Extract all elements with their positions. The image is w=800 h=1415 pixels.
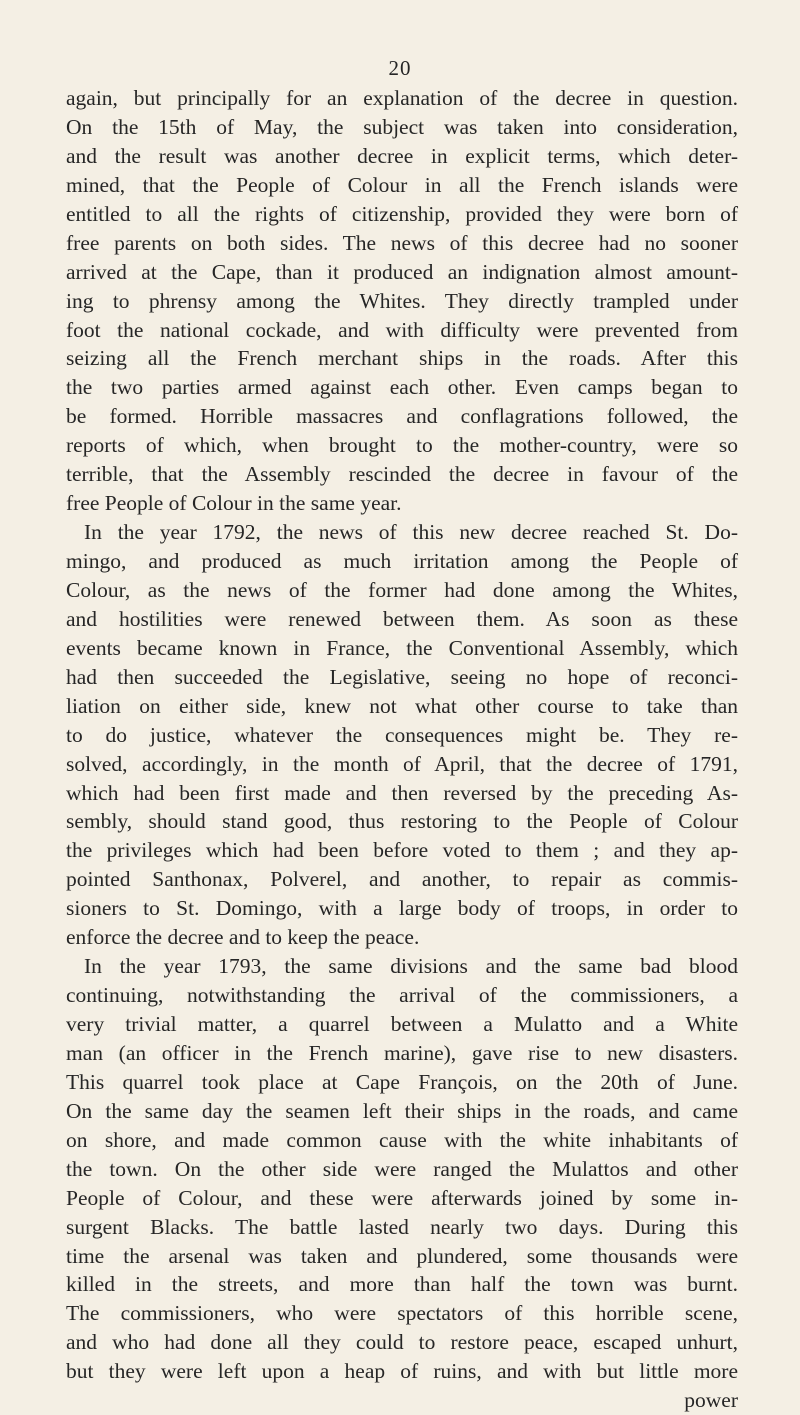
text-line: sioners to St. Domingo, with a large body of troops, in order to bbox=[66, 896, 738, 921]
text-line: and the result was another decree in explicit terms, which deter- bbox=[66, 143, 738, 168]
text-line: seizing all the French merchant ships in the roads. After this bbox=[66, 346, 738, 371]
text-line: In the year 1792, the news of this new decree reached St. Do- bbox=[84, 520, 738, 545]
text-line: reports of which, when brought to the mother-country, were so bbox=[66, 433, 738, 458]
text-line: ing to phrensy among the Whites. They directly trampled under bbox=[66, 288, 738, 313]
text-line: events became known in France, the Conventional Assembly, which bbox=[66, 635, 738, 660]
text-line: very trivial matter, a quarrel between a Mulatto and a White bbox=[66, 1012, 738, 1036]
text-line: Colour, as the news of the former had done among the Whites, bbox=[66, 577, 738, 602]
page-number: 20 bbox=[388, 56, 412, 80]
text-line: the privileges which had been before voted to them ; and they ap- bbox=[66, 838, 738, 863]
text-line: foot the national cockade, and with difficulty were prevented from bbox=[66, 317, 738, 342]
text-line: again, but principally for an explanation of the decree in question. bbox=[66, 86, 738, 110]
text-line: killed in the streets, and more than half the town was burnt. bbox=[66, 1272, 738, 1297]
text-line: mingo, and produced as much irritation among the People of bbox=[66, 549, 738, 573]
text-line: terrible, that the Assembly rescinded the decree in favour of the bbox=[66, 462, 738, 487]
text-line: had then succeeded the Legislative, seeing no hope of reconci- bbox=[66, 664, 738, 689]
text-line: the two parties armed against each other. Even camps began to bbox=[66, 375, 738, 400]
text-line: arrived at the Cape, than it produced an indignation almost amount- bbox=[66, 259, 738, 284]
text-line: On the same day the seamen left their ships in the roads, and came bbox=[66, 1098, 738, 1123]
text-line: solved, accordingly, in the month of April, that the decree of 1791, bbox=[66, 751, 738, 776]
text-line: to do justice, whatever the consequences might be. They re- bbox=[66, 722, 738, 747]
text-line: sembly, should stand good, thus restoring to the People of Colour bbox=[66, 809, 738, 834]
text-line: entitled to all the rights of citizenship, provided they were born of bbox=[66, 201, 738, 226]
text-line: enforce the decree and to keep the peace. bbox=[66, 925, 420, 950]
text-line: This quarrel took place at Cape François, on the 20th of June. bbox=[66, 1069, 738, 1094]
text-line: time the arsenal was taken and plundered, some thousands were bbox=[66, 1243, 738, 1268]
text-line: be formed. Horrible massacres and conflagrations followed, the bbox=[66, 404, 738, 429]
text-line: the town. On the other side were ranged the Mulattos and other bbox=[66, 1156, 738, 1181]
text-line: In the year 1793, the same divisions and the same bad blood bbox=[84, 954, 738, 979]
text-line: surgent Blacks. The battle lasted nearly two days. During this bbox=[66, 1214, 738, 1239]
text-line: which had been first made and then reversed by the preceding As- bbox=[66, 780, 738, 805]
text-line: and hostilities were renewed between them. As soon as these bbox=[66, 606, 738, 631]
text-line: but they were left upon a heap of ruins, and with but little more bbox=[66, 1359, 738, 1384]
body-text bbox=[66, 84, 738, 1415]
text-line: On the 15th of May, the subject was taken into consideration, bbox=[66, 114, 738, 139]
text-line: free People of Colour in the same year. bbox=[66, 491, 402, 516]
text-line: pointed Santhonax, Polverel, and another, to repair as commis- bbox=[66, 867, 738, 892]
text-line: free parents on both sides. The news of this decree had no sooner bbox=[66, 230, 738, 255]
text-line: and who had done all they could to restore peace, escaped unhurt, bbox=[66, 1330, 738, 1355]
text-line: on shore, and made common cause with the white inhabitants of bbox=[66, 1127, 738, 1152]
text-line: People of Colour, and these were afterwards joined by some in- bbox=[66, 1185, 738, 1210]
catchword: power bbox=[684, 1388, 738, 1413]
text-line: man (an officer in the French marine), gave rise to new disasters. bbox=[66, 1040, 738, 1065]
text-line: The commissioners, who were spectators of this horrible scene, bbox=[66, 1301, 738, 1326]
text-line: liation on either side, knew not what other course to take than bbox=[66, 693, 738, 718]
text-line: continuing, notwithstanding the arrival of the commissioners, a bbox=[66, 983, 738, 1008]
text-line: mined, that the People of Colour in all the French islands were bbox=[66, 172, 738, 197]
